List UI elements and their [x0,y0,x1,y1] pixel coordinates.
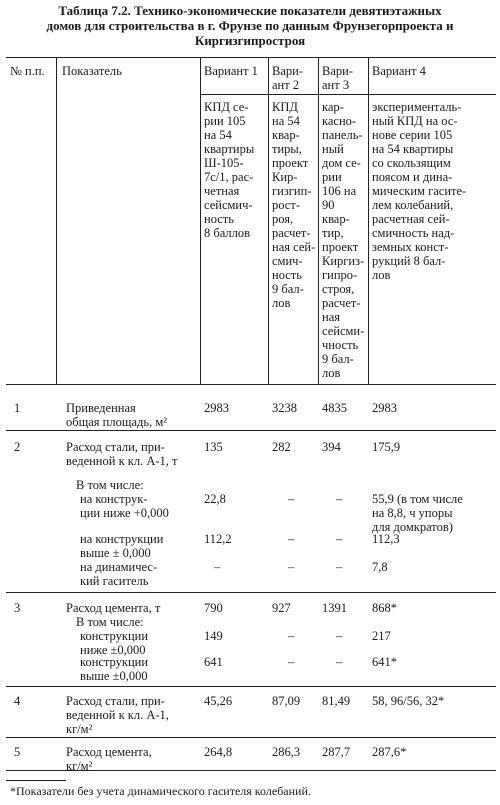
cell-v4: 217 [372,629,391,643]
description-line: проект [272,156,309,170]
description-line: ный КПД на ос- [372,114,458,128]
description-line: расчет- [322,296,361,310]
description-line: кар- [322,100,344,114]
description-line: КПД се- [204,100,249,114]
description-line: касно- [322,114,357,128]
cell-v1: 790 [204,601,223,615]
cell-v3: – [336,655,343,669]
cell-v3: – [336,560,343,574]
cell-v2: 927 [272,601,291,615]
table-top-rule [6,57,496,58]
cell-v3: – [336,629,343,643]
description-line: проект [322,240,359,254]
cell-v4: 175,9 [372,440,401,454]
row-divider [6,686,496,687]
description-line: расчетная сей- [372,212,450,226]
table-title [0,3,500,48]
cell-v1: 641 [204,655,223,669]
cell-v3: 4835 [322,401,347,415]
description-line: смичность над- [372,226,455,240]
description-line: тиры, [272,142,302,156]
description-line: лем колебаний, [372,198,454,212]
header-variant-3: Вари- ант 3 [322,64,353,92]
cell-v2: 3238 [272,401,297,415]
header-col-divider [56,57,57,384]
cell-v1: 45,26 [204,694,233,708]
cell-v2: 87,09 [272,694,301,708]
row-number: 2 [14,440,21,454]
header-variant-4: Вариант 4 [372,64,426,78]
description-line: сейсмич- [204,198,253,212]
header-variant-2: Вари- ант 2 [272,64,303,92]
description-line: лов [372,268,391,282]
description-line: 106 на [322,184,357,198]
variant-3-description [322,100,364,380]
cell-v4: 55,9 (в том числе на 8,8, ч упоры для домкратов) [372,492,463,534]
description-line: гизгип- [272,184,312,198]
description-line: земных конст- [372,240,449,254]
description-line: ный [322,142,344,156]
title-line: Киргизгипростроя [194,33,306,48]
cell-v1: 135 [204,440,223,454]
title-line: домов для строительства в г. Фрунзе по данным Фрунзегорпроекта и [46,18,454,33]
description-line: 9 бал- [322,352,354,366]
description-line: нове серии 105 [372,128,453,142]
description-line: тир, [322,226,344,240]
variant-2-description [272,100,315,310]
description-line: на 54 [272,114,300,128]
cell-v3: 1391 [322,601,347,615]
cell-v2: 286,3 [272,745,301,759]
description-line: 7с/1, рас- [204,170,254,184]
header-col-num: № п.п. [10,64,45,78]
cell-v4: 112,3 [372,532,400,546]
description-line: дом се- [322,156,361,170]
description-line: рии 105 [204,114,246,128]
header-bottom-rule [6,384,496,385]
description-line: мическим гасите- [372,184,467,198]
description-line: четная [204,184,240,198]
row-divider [6,430,496,431]
cell-v4: 2983 [372,401,397,415]
cell-v3: – [336,532,343,546]
description-line: ность [272,268,302,282]
description-line: на 54 квартиры [372,142,454,156]
cell-v1: 2983 [204,401,229,415]
cell-v2: – [288,532,295,546]
cell-v4: 7,8 [372,560,388,574]
row-label: на конструкции выше ± 0,000 [80,532,164,560]
row-label: Расход стали, при- веденной к кл. А-1, кг/м² [66,694,169,736]
description-line: со скользящим [372,156,451,170]
variant-4-description [372,100,466,282]
description-line: чность [322,338,359,352]
description-line: квар- [322,212,350,226]
row-label: Расход цемента, т [66,601,161,615]
description-line: квар- [272,128,300,142]
description-line: 8 баллов [204,226,251,240]
cell-v2: – [288,655,295,669]
description-line: роя, [272,212,294,226]
header-sub-rule [200,94,496,95]
cell-v1: 264,8 [204,745,233,759]
cell-v2: – [288,629,295,643]
row-number: 1 [14,401,21,415]
cell-v2: – [288,492,295,506]
description-line: квартиры [204,142,255,156]
header-variant-1: Вариант 1 [204,64,258,78]
description-line: рукций 8 бал- [372,254,446,268]
cell-v3: – [336,492,343,506]
row-number: 4 [14,694,21,708]
cell-v3: 394 [322,440,341,454]
row-label: Расход стали, при- веденной к кл. А-1, т [66,440,178,468]
cell-v2: 282 [272,440,291,454]
description-line: расчет- [272,226,311,240]
cell-v1: 22,8 [204,492,226,506]
cell-v4: 641* [372,655,397,669]
row-number: 5 [14,745,21,759]
footnote-rule [6,780,66,781]
description-line: эксперименталь- [372,100,462,114]
row-number: 3 [14,601,21,615]
cell-v4: 58, 96/56, 32* [372,694,445,708]
description-line: Ш-105- [204,156,244,170]
row-divider [6,737,496,738]
description-line: поясом и дина- [372,170,453,184]
variant-1-description [204,100,254,240]
description-line: рии [322,170,342,184]
cell-v2: – [288,560,295,574]
cell-v3: 287,7 [322,745,351,759]
description-line: смич- [272,254,303,268]
description-line: 9 бал- [272,282,304,296]
row-label: на динамичес- кий гаситель [80,560,158,588]
row-label: Приведенная общая площадь, м² [66,401,167,429]
description-line: Киргиз- [322,254,365,268]
description-line: 90 [322,198,335,212]
description-line: КПД [272,100,298,114]
header-col-indicator: Показатель [62,64,122,78]
description-line: гипро- [322,268,358,282]
cell-v3: 81,49 [322,694,351,708]
description-line: на 54 [204,128,232,142]
cell-v1: 149 [204,629,223,643]
footnote: *Показатели без учета динамического гасителя колебаний. [10,784,311,798]
header-col-divider [368,57,369,384]
description-line: строя, [322,282,355,296]
description-line: Кир- [272,170,298,184]
row-divider [6,592,496,593]
description-line: ная сей- [272,240,316,254]
description-line: ность [204,212,234,226]
description-line: лов [322,366,341,380]
description-line: рост- [272,198,300,212]
cell-v4: 287,6* [372,745,407,759]
header-col-divider [200,57,201,384]
description-line: ная [322,310,340,324]
cell-v1: – [214,560,221,574]
title-line: Таблица 7.2. Технико-экономические показатели девятиэтажных [58,3,442,18]
row-label: В том числе: конструкции ниже ±0,000 [76,615,149,657]
cell-v4: 868* [372,601,397,615]
description-line: сейсми- [322,324,365,338]
cell-v1: 112,2 [204,532,232,546]
description-line: лов [272,296,291,310]
header-col-divider [318,57,319,384]
row-label: конструкции выше ±0,000 [80,655,149,683]
row-label: Расход цемента, кг/м² [66,745,152,773]
description-line: панель- [322,128,363,142]
row-label: В том числе: на конструк- ции ниже +0,000 [76,478,169,520]
header-col-divider [268,57,269,384]
